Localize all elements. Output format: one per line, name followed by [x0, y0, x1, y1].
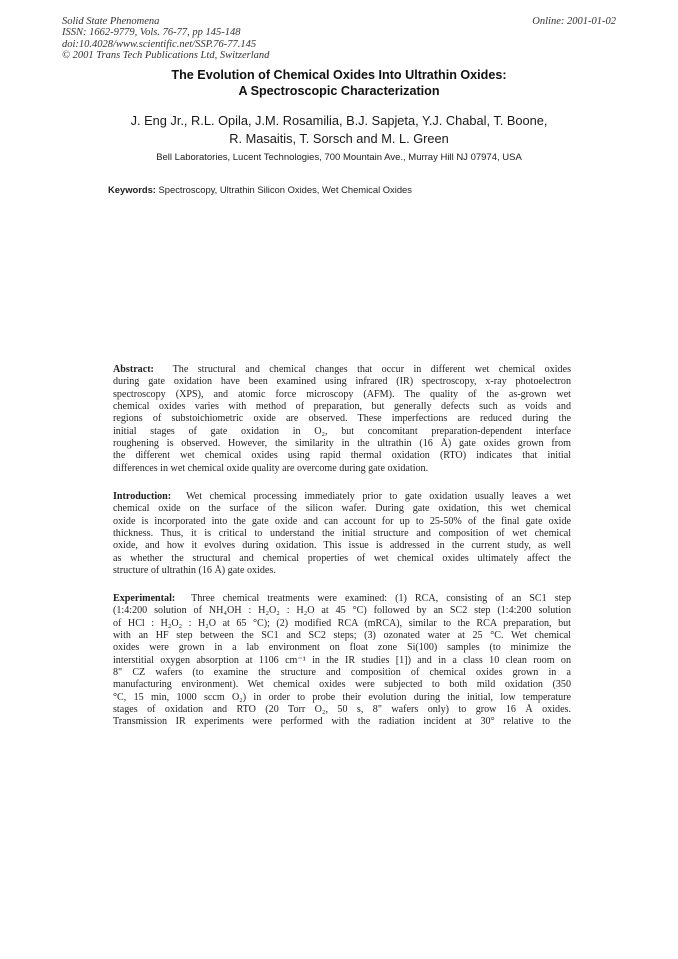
- experimental-line: of HCl : H₂O₂ : H₂O at 65 °C); (2) modified RCA (mRCA), similar to the RCA preparation, but: [113, 617, 571, 629]
- keywords-line: [108, 184, 628, 196]
- experimental-line: (1:4:200 solution of NH₄OH : H₂O₂ : H₂O at 45 °C) followed by an SC2 step (1:4:200 solution: [113, 605, 571, 617]
- abstract-line: regions of substoichiometric oxide are observed. These imperfections are reduced during the: [113, 413, 571, 425]
- title-line-1: The Evolution of Chemical Oxides Into Ultrathin Oxides:: [171, 68, 507, 82]
- experimental-section: [113, 593, 571, 729]
- experimental-line: interstitial oxygen absorption at 1106 cm⁻¹ in the IR studies [1]) and in a class 10 clean room on: [113, 654, 571, 666]
- abstract-line: during gate oxidation have been examined using infrared (IR) spectroscopy, x-ray photoelectron: [113, 376, 571, 388]
- experimental-line: stages of oxidation and RTO (20 Torr O₂, 50 s, 8" wafers only) to grow 16 Å oxides.: [113, 704, 571, 716]
- abstract-line: differences in wet chemical oxide quality are overcome during gate oxidation.: [113, 462, 429, 474]
- author-list: [60, 112, 618, 148]
- abstract-line: roughening is observed. However, the similarity in the ultrathin (16 Å) gate oxides grown from: [113, 438, 571, 450]
- keywords-label: Keywords:: [108, 184, 156, 195]
- abstract-line: chemical oxides varies with method of preparation, but generally defects such as voids and: [113, 401, 571, 413]
- doi-line: doi:10.4028/www.scientific.net/SSP.76-77.145: [62, 38, 257, 50]
- experimental-line: °C, 15 min, 1000 sccm O₂) in order to probe their evolution during the initial, low temperature: [113, 691, 571, 703]
- experimental-label: Experimental:: [113, 593, 176, 604]
- experimental-line: with an HF step between the SC1 and SC2 steps; (3) ozonated water at 25 °C. Wet chemical: [113, 630, 571, 642]
- abstract-line: Abstract: The structural and chemical changes that occur in different wet chemical oxides: [113, 364, 571, 375]
- introduction-line: structure of ultrathin (16 Å) gate oxides.: [113, 565, 276, 577]
- introduction-section: [113, 491, 571, 577]
- introduction-label: Introduction:: [113, 491, 172, 502]
- journal-header: [62, 16, 522, 61]
- experimental-line: manufacturing environment). Wet chemical oxides were subjected to both mild oxidation (350: [113, 679, 571, 691]
- introduction-line: oxide is incorporated into the gate oxide and can account for up to 25-50% of the final gate oxide: [113, 515, 571, 527]
- abstract-line: initial stages of gate oxidation in O₂, but concomitant preparation-dependent interface: [113, 425, 571, 437]
- title-line-2: A Spectroscopic Characterization: [238, 83, 440, 98]
- keywords-text: Spectroscopy, Ultrathin Silicon Oxides, Wet Chemical Oxides: [158, 184, 412, 195]
- introduction-line: chemical oxide on the surface of the silicon wafer. During gate oxidation, this wet chemical: [113, 503, 571, 515]
- journal-name: Solid State Phenomena: [62, 16, 160, 27]
- abstract-label: Abstract:: [113, 364, 154, 375]
- authors-line-2: R. Masaitis, T. Sorsch and M. L. Green: [229, 131, 449, 146]
- experimental-line: oxides were grown in a lab environment on float zone Si(100) samples (to minimize the: [113, 642, 571, 654]
- introduction-line: oxide, and how it evolves during oxidation. This issue is addressed in the current study, as well: [113, 540, 571, 552]
- abstract-line: the different wet chemical oxides using rapid thermal oxidation (RTO) indicates that initial: [113, 450, 571, 462]
- abstract-line: spectroscopy (XPS), and atomic force microscopy (AFM). The quality of the as-grown wet: [113, 388, 571, 400]
- abstract-section: [113, 364, 571, 475]
- paper-title: [60, 68, 618, 99]
- online-date: Online: 2001-01-02: [532, 16, 616, 27]
- introduction-line: Introduction: Wet chemical processing immediately prior to gate oxidation usually leaves a wet: [113, 491, 571, 502]
- experimental-line: Experimental: Three chemical treatments were examined: (1) RCA, consisting of an SC1 step: [113, 593, 571, 604]
- experimental-line: 8" CZ wafers (to examine the structure and composition of chemical oxides grown in a: [113, 667, 571, 679]
- authors-line-1: J. Eng Jr., R.L. Opila, J.M. Rosamilia, B.J. Sapjeta, Y.J. Chabal, T. Boone,: [130, 113, 548, 128]
- introduction-line: as whether the structural and chemical properties of wet chemical oxides ultimately affect the: [113, 552, 571, 564]
- issn-line: ISSN: 1662-9779, Vols. 76-77, pp 145-148: [62, 27, 241, 39]
- affiliation: Bell Laboratories, Lucent Technologies, 700 Mountain Ave., Murray Hill NJ 07974, USA: [156, 152, 522, 163]
- copyright-line: © 2001 Trans Tech Publications Ltd, Switzerland: [62, 49, 270, 61]
- experimental-line: Transmission IR experiments were performed with the radiation incident at 30° relative to the: [113, 716, 571, 728]
- introduction-line: thickness. Thus, it is critical to understand the initial structure and composition of wet chemical: [113, 528, 571, 540]
